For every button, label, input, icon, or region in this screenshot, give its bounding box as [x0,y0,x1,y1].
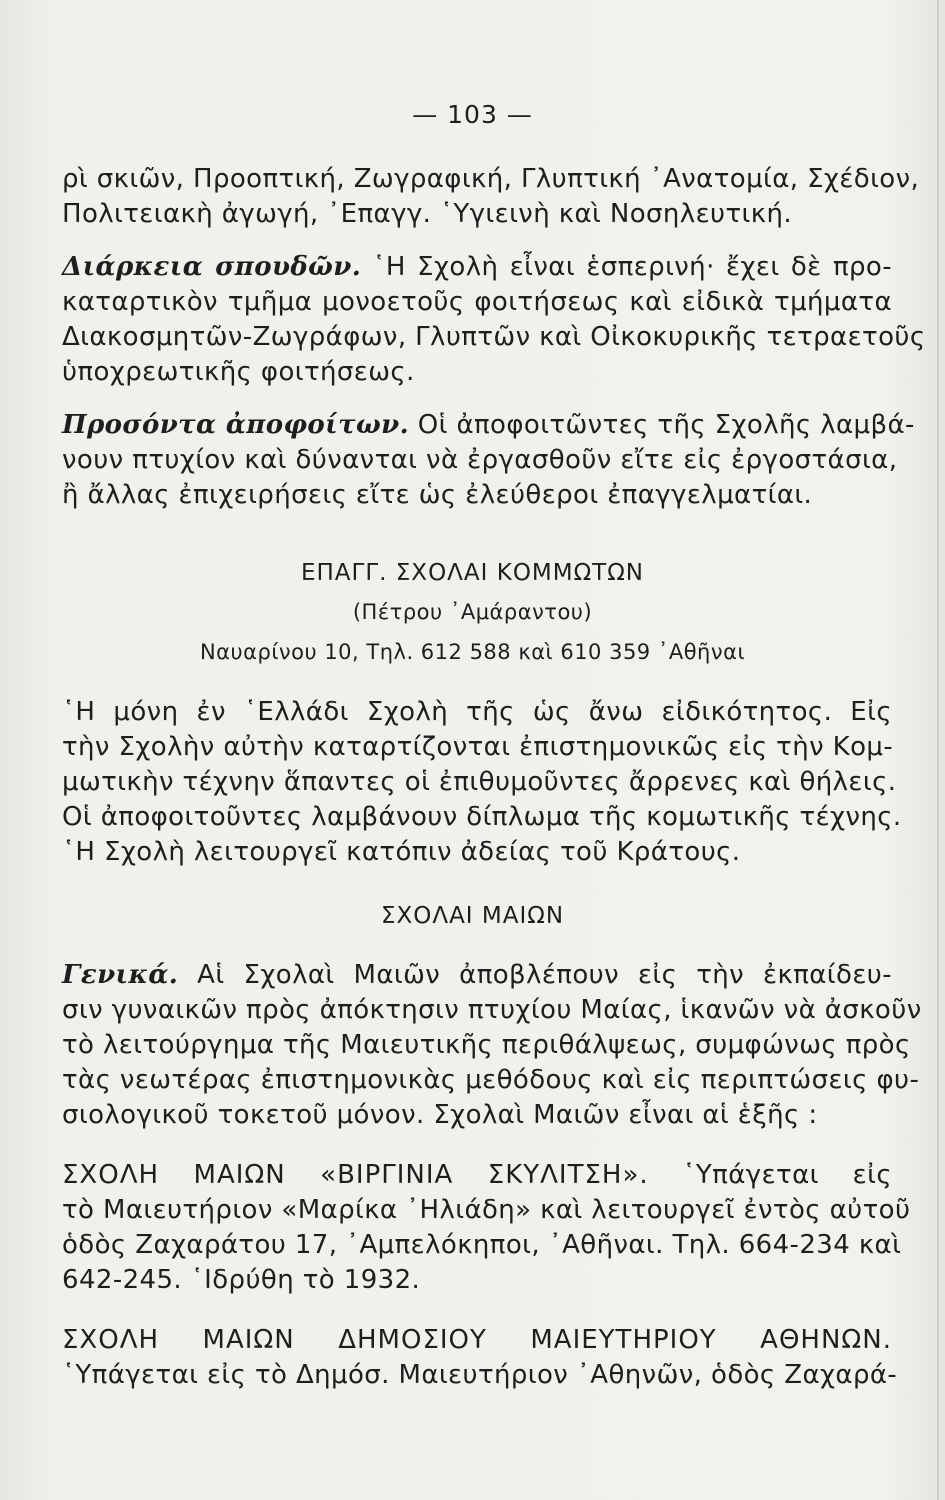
paragraph-school-public-maternity [62,1323,898,1393]
text-line: 642-245. ῾Ιδρύθη τὸ 1932. [62,1265,421,1295]
school-name-skylitsi: ΣΧΟΛΗ ΜΑΙΩΝ «ΒΙΡΓΙΝΙΑ ΣΚΥΛΙΤΣΗ». [62,1160,649,1190]
paragraph-graduates [62,408,915,513]
section-subtitle-hairdressers: (Πέτρου ᾿Αμάραντου) [352,600,593,624]
text-line: Οἱ ἀποφοιτοῦντες λαμβάνουν δίπλωμα τῆς κομωτικῆς τέχνης. [62,802,902,832]
text-line: ΣΧΟΛΗ ΜΑΙΩΝ «ΒΙΡΓΙΝΙΑ ΣΚΥΛΙΤΣΗ». ῾Υπάγεται εἰς [62,1160,892,1190]
text-line: ὁδὸς Ζαχαράτου 17, ᾿Αμπελόκηποι, ᾿Αθῆναι. Τηλ. 664-234 καὶ [62,1230,902,1260]
section-title-hairdressers: ΕΠΑΓΓ. ΣΧΟΛΑΙ ΚΟΜΜΩΤΩΝ [300,560,645,586]
page-number: — 103 — [412,100,533,129]
text-line: τὴν Σχολὴν αὐτὴν καταρτίζονται ἐπιστημονικῶς εἰς τὴν Κομ- [62,732,894,762]
text-line [62,1323,892,1358]
page-edge-shadow [937,0,939,1500]
section-address-hairdressers: Ναυαρίνου 10, Τηλ. 612 588 καὶ 610 359 ᾿Αθῆναι [199,640,746,664]
text-line: καταρτικὸν τμῆμα μονοετοῦς φοιτήσεως καὶ εἰδικὰ τμήματα [62,287,892,317]
paragraph-midwives-general [62,958,922,1133]
text-line: Διάρκεια σπουδῶν. ῾Η Σχολὴ εἶναι ἑσπερινή· ἔχει δὲ προ- [62,252,892,282]
text-line: Γενικά. Αἱ Σχολαὶ Μαιῶν ἀποβλέπουν εἰς τὴν ἐκπαίδευ- [62,960,892,990]
text-line: τὸ λειτούργημα τῆς Μαιευτικῆς περιθάλψεως, συμφώνως πρὸς [62,1030,911,1060]
text-line: σιολογικοῦ τοκετοῦ μόνον. Σχολαὶ Μαιῶν εἶναι αἱ ἑξῆς : [62,1100,818,1130]
section-title-midwives: ΣΧΟΛΑΙ ΜΑΙΩΝ [380,903,565,929]
text-line: ὑποχρεωτικῆς φοιτήσεως. [62,357,415,387]
text-line: μωτικὴν τέχνην ἅπαντες οἱ ἐπιθυμοῦντες ἄρρενες καὶ θήλεις. [62,767,897,797]
general-heading: Γενικά. [62,960,179,990]
graduates-heading: Προσόντα ἀποφοίτων. [62,410,410,440]
paragraph-subjects [62,162,920,232]
text-line: Διακοσμητῶν-Ζωγράφων, Γλυπτῶν καὶ Οἰκοκυρικῆς τετραετοῦς [62,322,926,352]
text-line: νουν πτυχίον καὶ δύνανται νὰ ἐργασθοῦν εἴτε εἰς ἐργοστάσια, [62,445,898,475]
text-line: Προσόντα ἀποφοίτων. Οἱ ἀποφοιτῶντες τῆς Σχολῆς λαμβά- [62,410,915,440]
paragraph-school-skylitsi [62,1158,911,1298]
text-line: Πολιτειακὴ ἀγωγή, ᾿Επαγγ. ῾Υγιεινὴ καὶ Νοσηλευτική. [62,199,792,229]
duration-heading: Διάρκεια σπουδῶν. [62,252,362,282]
paragraph-hairdressers [62,695,902,870]
text-line: ῾Υπάγεται εἰς τὸ Δημόσ. Μαιευτήριον ᾿Αθηνῶν, ὁδὸς Ζαχαρά- [62,1360,898,1390]
text-line: τὰς νεωτέρας ἐπιστημονικὰς μεθόδους καὶ εἰς περιπτώσεις φυ- [62,1065,920,1095]
text-line: ρὶ σκιῶν, Προοπτική, Ζωγραφική, Γλυπτική ᾿Ανατομία, Σχέδιον, [62,164,920,194]
school-name-public-maternity: ΣΧΟΛΗ ΜΑΙΩΝ ΔΗΜΟΣΙΟΥ ΜΑΙΕΥΤΗΡΙΟΥ ΑΘΗΝΩΝ. [62,1325,892,1355]
text-line: τὸ Μαιευτήριον «Μαρίκα ᾿Ηλιάδη» καὶ λειτουργεῖ ἐντὸς αὐτοῦ [62,1195,911,1225]
text-line: ῾Η μόνη ἐν ῾Ελλάδι Σχολὴ τῆς ὡς ἄνω εἰδικότητος. Εἰς [62,697,892,727]
text-line: ῾Η Σχολὴ λειτουργεῖ κατόπιν ἀδείας τοῦ Κράτους. [62,837,741,867]
paragraph-duration [62,250,926,390]
text-line: σιν γυναικῶν πρὸς ἀπόκτησιν πτυχίου Μαίας, ἱκανῶν νὰ ἀσκοῦν [62,995,922,1025]
text-line: ἢ ἄλλας ἐπιχειρήσεις εἴτε ὡς ἐλεύθεροι ἐπαγγελματίαι. [62,480,813,510]
